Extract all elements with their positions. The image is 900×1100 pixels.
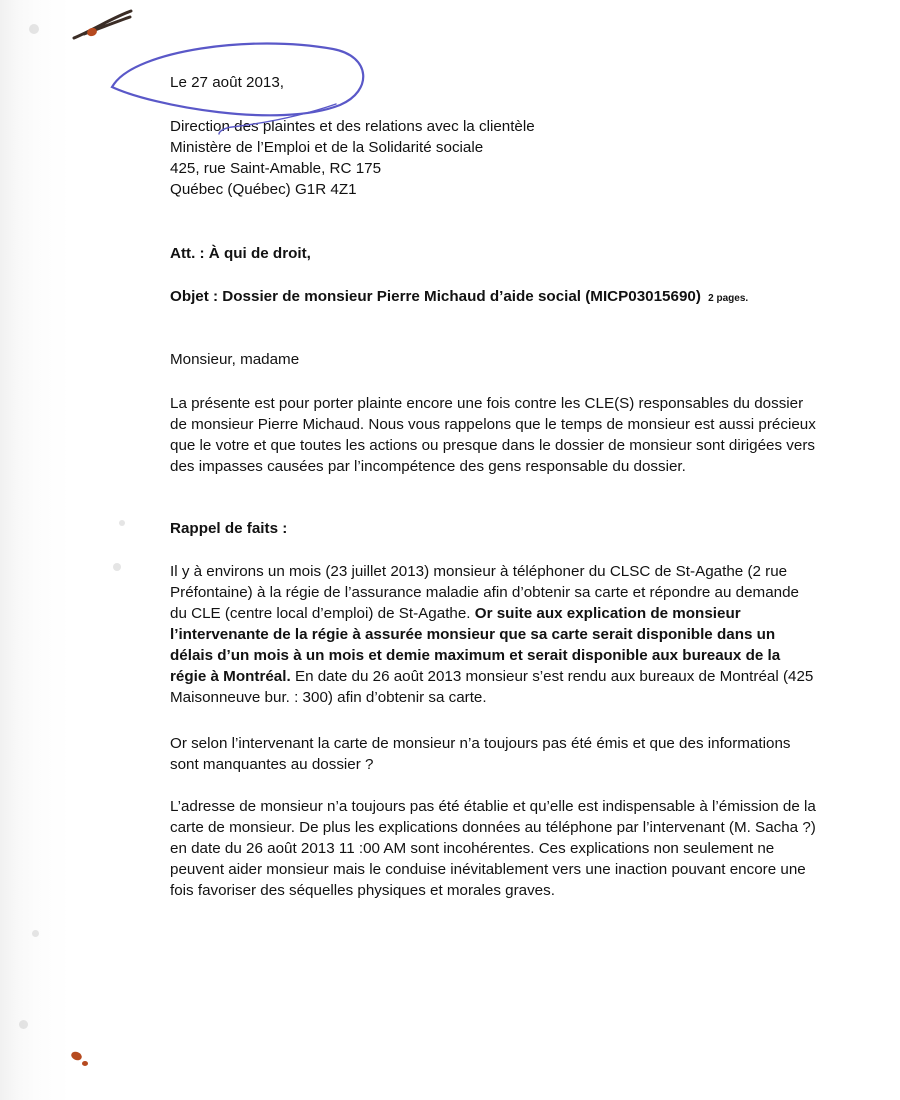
address-line: Ministère de l’Emploi et de la Solidarité sociale bbox=[170, 139, 484, 156]
object-text: Objet : Dossier de monsieur Pierre Michaud d’aide social (MICP03015690) bbox=[170, 288, 701, 305]
object-line bbox=[170, 286, 820, 309]
ink-stain-icon bbox=[82, 1061, 88, 1066]
address-line: Québec (Québec) G1R 4Z1 bbox=[170, 181, 357, 198]
fact1-normal-end: En date du 26 août 2013 monsieur s’est rendu aux bureaux de Montréal (425 Maisonneuve bur. : 300) afin d’obtenir sa carte. bbox=[170, 668, 814, 706]
greeting: Monsieur, madame bbox=[170, 351, 300, 368]
page-count: 2 pages. bbox=[708, 293, 749, 304]
recipient-address bbox=[170, 116, 670, 200]
fact1-normal-start: Il y à environs un mois (23 juillet 2013) monsieur à téléphoner du CLSC de St-Agathe (2 rue Préfontaine) à la régie de l’assurance maladie afin d’obtenir sa carte et répondre au demande du CLE (centre local d’emploi) de St-Agathe. bbox=[170, 563, 799, 622]
attention-line: Att. : À qui de droit, bbox=[170, 245, 311, 262]
facts-heading: Rappel de faits : bbox=[170, 520, 288, 537]
address-line: Direction des plaintes et des relations avec la clientèle bbox=[170, 118, 535, 135]
intro-paragraph: La présente est pour porter plainte encore une fois contre les CLE(S) responsables du dossier de monsieur Pierre Michaud. Nous vous rappelons que le temps de monsieur est aussi précieux que le votre et que toutes les actions ou presque dans le dossier de monsieur sont dirigées vers des impasses causées par l’incompétence des gens responsable du dossier. bbox=[170, 395, 816, 475]
letter-date: Le 27 août 2013, bbox=[170, 74, 285, 91]
fact1-bold-text: Or suite aux explication de monsieur l’intervenante de la régie à assurée monsieur que sa carte serait disponible dans un délais d’un mois à un mois et demie maximum et serait disponible aux bureaux de la régie à Montréal. bbox=[170, 605, 781, 685]
fact-paragraph-1 bbox=[170, 561, 820, 708]
fact-paragraph-2: Or selon l’intervenant la carte de monsieur n’a toujours pas été émis et que des informations sont manquantes au dossier ? bbox=[170, 735, 791, 773]
fact-paragraph-3: L’adresse de monsieur n’a toujours pas été établie et qu’elle est indispensable à l’émission de la carte de monsieur. De plus les explications données au téléphone par l’intervenant (M. Sacha ?) en date du 26 août 2013 11 :00 AM sont incohérentes. Ces explications non seulement ne peuvent aider monsieur mais le conduise inévitablement vers une inaction pouvant encore une fois favoriser des séquelles physiques et morales graves. bbox=[170, 798, 816, 899]
address-line: 425, rue Saint-Amable, RC 175 bbox=[170, 160, 382, 177]
